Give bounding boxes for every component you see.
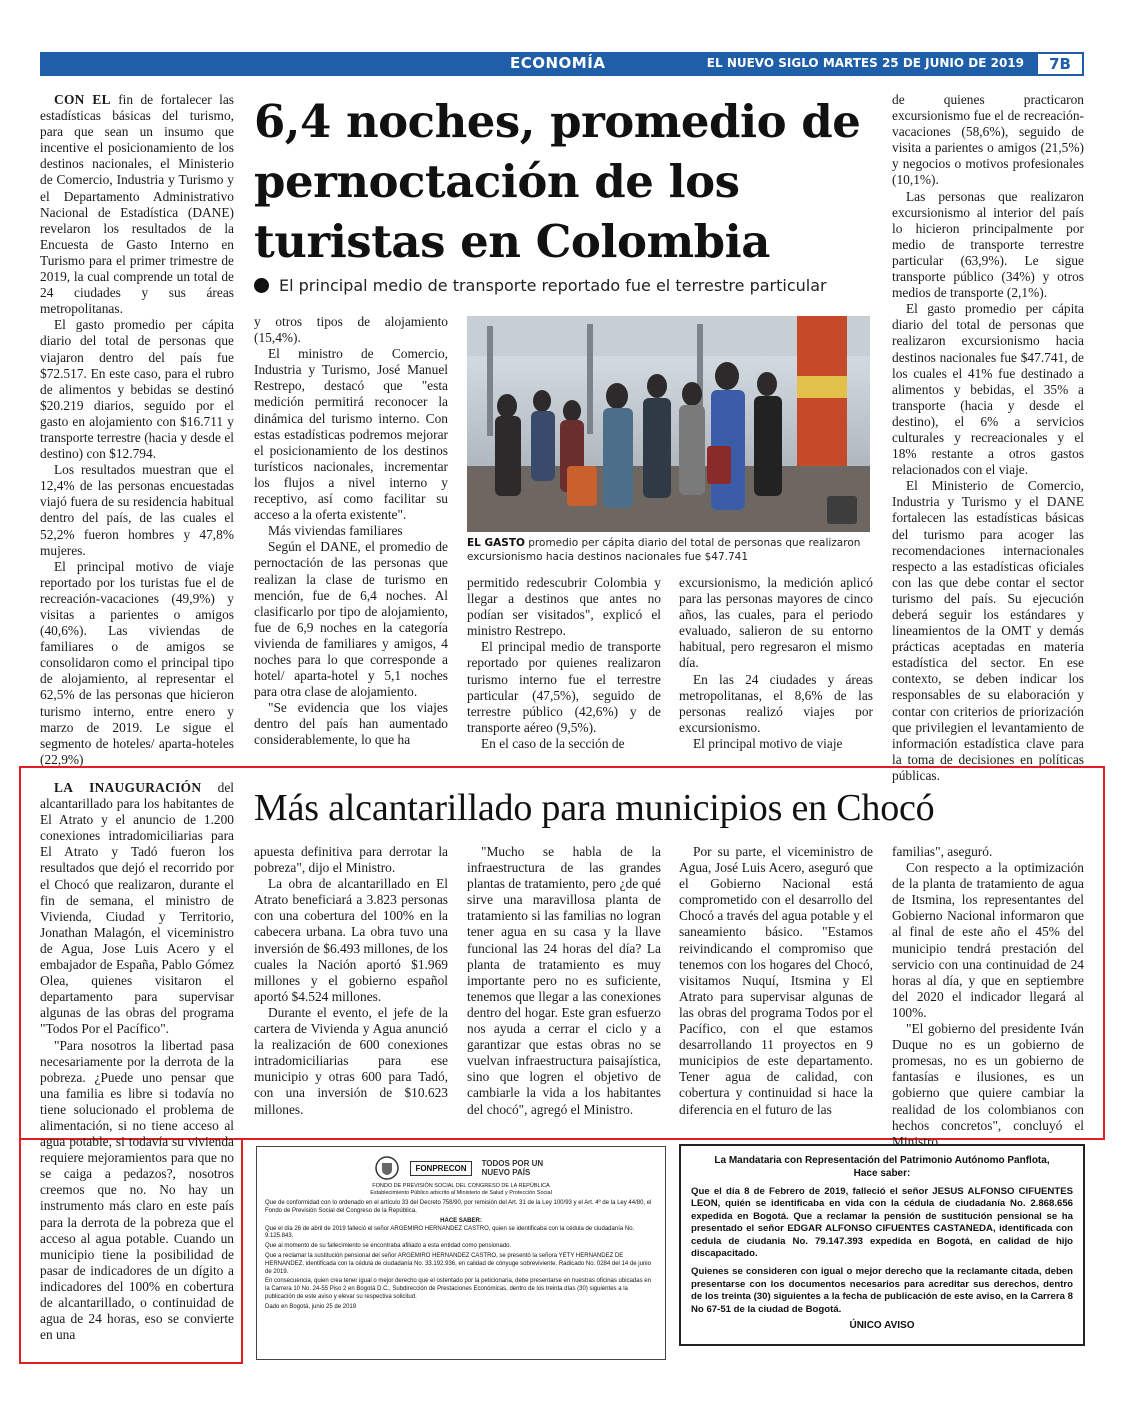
coat-of-arms-icon [374,1155,400,1181]
story1-column-1: CON EL fin de fortalecer las estadísticas básicas del turismo, para que sean un insumo que incentive el posicionamiento de los destinos nacionales, el Ministerio de Comercio, Industria y Turismo y el Departamento Administrativo Nacional de Estadística (DANE) revelaron los resultados de la Encuesta de Gasto Interno en Turismo para el primer trimestre de 2019, la cual comprende un total de 24 ciudades y sus áreas metropolitanas. El gasto promedio per cápita diario del total de personas que viajaron dentro del país fue $72.517. En este caso, para el rubro de alimentos y bebidas se destinó $20.219 diarios, seguido por el gasto en alojamiento con $16.711 y transporte terrestre (hacia y desde el destino) con $12.794. Los resultados muestran que el 12,4% de las personas encuestadas viajó fuera de su residencia habitual dentro del país, de las cuales el 52,2% fueron hombres y 47,8% mujeres. El principal motivo de viaje reportado por los turistas fue el de recreación-vacaciones (49,9%) y visitas a parientes o amigos (40,6%). Las viviendas de familiares o de amigos se consolidaron como el principal tipo de alojamiento, al representar el 62,5% de las personas que hicieron turismo interno, entre enero y marzo de 2019. Le sigue el segmento de hoteles/ aparta-hoteles (22,9%) [40,92,234,767]
notice-org-sub: Establecimiento Público adscrito al Ministerio de Salud y Protección Social [370,1190,552,1196]
story1-subhead: El principal medio de transporte reportado fue el terrestre particular [254,276,874,295]
notice-item: Que el día 26 de abril de 2019 falleció el señor ARGEMIRO HERNANDEZ CASTRO, quien se identificaba con la cédula de ciudadanía No. 9.125.843. [265,1225,635,1240]
notice-org: FONDO DE PREVISIÓN SOCIAL DEL CONGRESO DE LA REPÚBLICA [372,1183,550,1189]
fonprecon-logo: FONPRECON [410,1161,471,1176]
story2-column-5: familias", aseguró. Con respecto a la optimización de la planta de tratamiento de agua de Itsmina, los representantes del Gobierno Nacional informaron que al final de este año el 45% del municipio tendrá prestación del servicio con una continuidad de 24 horas al día, y que en septiembre del 2020 el indicador llegará al 100%. "El gobierno del presidente Iván Duque no es un gobierno de promesas, no es un gobierno de fantasías e ilusiones, es un gobierno que quiere cambiar la realidad de los colombianos con hechos concretos", concluyó el Ministro. [892,844,1084,1149]
notice-logos [265,1153,657,1183]
notice-item: En consecuencia, quien crea tener igual o mejor derecho que el ostentado por la peticionaria, debe presentarse en nuestras oficinas ubicadas en la Carrera 10 No. 24-55 Piso 2 en Bogotá D.C., Subdirección de Prestaciones Económicas, dentro de los treinta días (30) siguientes a la publicación de este aviso y elevar su respectiva solicitud. [265,1278,651,1300]
story2-column-1: LA INAUGURACIÓN del alcantarillado para los habitantes de El Atrato y el anuncio de 1.200 conexiones intradomiciliarias para El Atrato y Tadó fueron los resultados que dejó el recorrido por el Chocó que realizaron, durante el fin de semana, el ministro de Vivienda, Ciudad y Territorio, Jonathan Malagón, el viceministro de Agua, Jose Luis Acero y el embajador de España, Pablo Gómez Olea, quienes visitaron el departamento para supervisar algunas de las obras del programa "Todos Por el Pacífico". "Para nosotros la libertad pasa necesariamente por la derrota de la pobreza. ¿Puede uno pensar que una familia es libre si todavía no tiene solucionado el problema de alimentación, si no tiene acceso al agua potable, si todavía su vivienda requiere mejoramientos para que no se caiga a pedazos?, nosotros creemos que no. No hay un instrumento más claro en este país para la derrota de la pobreza que el acceso al agua potable. Cuando un municipio tiene la posibilidad de pasar de indicadores de un dígito a indicadores del 100% en cobertura de alcantarillado, o continuidad de agua de 24 horas, eso se convierte en una [40,780,234,1343]
tourists-photo [467,316,870,532]
lead-in: CON EL [54,92,111,107]
story2-headline: Más alcantarillado para municipios en Chocó [254,787,935,829]
notice-item: Que al momento de su fallecimiento se encontraba afiliado a esta entidad como pensionado. [265,1243,512,1250]
masthead-date: EL NUEVO SIGLO MARTES 25 DE JUNIO DE 2019 [706,56,1024,70]
photo-caption: EL GASTO promedio per cápita diario del total de personas que realizaron excursionismo hacia destinos nacionales fue $47.741 [467,537,861,563]
notice-intro: Que de conformidad con lo ordenado en el artículo 33 del Decreto 758/90, por remisión del Art. 31 de la Ley 100/93 y el Art. 4º de la Ley 44/80, el Fondo de Previsión Social del Congreso de la República, [265,1200,652,1214]
nuevo-pais-logo: TODOS POR UN NUEVO PAÍS [481,1159,544,1177]
legal-notice-fonprecon [256,1146,666,1360]
story1-column-3: permitido redescubrir Colombia y llegar a destinos que antes no podían ser visitados", explicó el ministro Restrepo. El principal medio de transporte reportado por quienes realizaron turismo interno fue el terrestre particular (47,5%), seguido de terrestre público (42,6%) y de transporte aéreo (9,5%). En el caso de la sección de [467,575,661,751]
notice-item: Que a reclamar la sustitución pensional del señor ARGEMIRO HERNANDEZ CASTRO, se presentó la señora YETY HERNANDEZ DE HERNANDEZ, identificada con la cédula de ciudadanía No. 33.192.936, en calidad de cónyuge sobreviviente. Radicado No. 0284 del 14 de junio de 2019. [265,1252,651,1275]
section-banner [40,52,1084,76]
lead-in: LA INAUGURACIÓN [54,780,202,795]
story1-column-2: y otros tipos de alojamiento (15,4%). El ministro de Comercio, Industria y Turismo, José Manuel Restrepo, destacó que "esta medición permitirá reconocer la dinámica del turismo interno. Con estas estadísticas podremos mejorar el posicionamiento de los destinos turísticos nacionales, incrementar los flujos a nivel interno y receptivo, así como facilitar su acceso a la oferta existente". Más viviendas familiares Según el DANE, el promedio de pernoctación de las personas que realizan la clase de turismo en mención, fue de 6,4 noches. Al clasificarlo por tipo de alojamiento, fue de 6,9 noches en la categoría vivienda de familiares y amigos, 4 noches para lo que corresponde a hotel/ aparta-hotel y 5,1 noches para otra clase de alojamiento. "Se evidencia que los viajes dentro del país han aumentado considerablemente, lo que ha [254,314,448,748]
story2-column-3: "Mucho se habla de la infraestructura de las grandes plantas de tratamiento, pero ¿de qué sirve una maravillosa planta de tratamiento si las familias no logran tener agua en su casa y la llave funcional las 24 horas del día? La planta de tratamiento es muy importante pero no es suficiente, tenemos que llegar a las conexiones dentro del hogar. Este gran esfuerzo nos ayuda a cerrar el ciclo y a garantizar que estas obras no se vuelvan infraestructura paisajística, sino que logren el objetivo de cambiarle la vida a los habitantes del chocó", agregó el Ministro. [467,844,661,1117]
story1-column-5: de quienes practicaron excursionismo fue el de recreación-vacaciones (58,6%), seguido de visita a parientes o amigos (21,5%) y negocios o motivos profesionales (10,1%). Las personas que realizaron excursionismo al interior del país lo hicieron principalmente por medio de transporte terrestre particular (63,9%). Le sigue transporte público (34%) y otros medios de transporte (2,1%). El gasto promedio per cápita diario del total de personas que realizaron excursionismo hacia destinos nacionales fue $47.741, de los cuales el 41% fue destinado a alimentos y bebidas, el 35% a transporte (hacia y desde el destino), el 6% a servicios culturales y recreacionales y el 18% restante a otros gastos relacionados con el viaje. El Ministerio de Comercio, Industria y Turismo y el DANE fortalecen las estadísticas básicas del turismo para acoger las recomendaciones internacionales respecto a las estadísticas oficiales con las que debe contar el sector turismo del país. Su ejecución deberá seguir los estándares y lineamientos de la OMT y demás prácticas aceptadas en materia estadística del sector. En ese contexto, se deben indicar los responsables de su elaboración y contar con criterios de priorización que privilegien el levantamiento de información estadística clave para la toma de decisiones en políticas públicas. [892,92,1084,783]
section-name: ECONOMÍA [510,54,606,72]
page-number: 7B [1036,52,1084,76]
bullet-icon [254,278,269,293]
legal-notice-panflota [679,1144,1085,1346]
story2-column-2: apuesta definitiva para derrotar la pobreza", dijo el Ministro. La obra de alcantarillado en El Atrato beneficiará a 3.823 personas con una cobertura del 100% en la cabecera urbana. La obra tuvo una inversión de $6.493 millones, de los cuales la Nación aportó $1.969 millones y el gobierno español aportó $4.524 millones. Durante el evento, el jefe de la cartera de Vivienda y Agua anunció la realización de 600 conexiones intradomiciliarias para ese municipio y otras 600 para Tadó, con una inversión de $10.623 millones. [254,844,448,1117]
intertitle: Más viviendas familiares [268,523,403,539]
notice2-title: La Mandataria con Representación del Patrimonio Autónomo Panflota, [714,1155,1050,1166]
story2-column-4: Por su parte, el viceministro de Agua, José Luis Acero, aseguró que el Gobierno Nacional está comprometido con el desarrollo del Chocó a través del agua potable y el saneamiento básico. "Estamos reivindicando el compromiso que tenemos con los hogares del Chocó, visitamos Nuquí, Itsmina y El Atrato para supervisar algunas de las obras del programa Todos por el Pacífico, con el que estamos desarrollando 11 proyectos en 9 municipios de este departamento. Tener agua de calidad, con cobertura y continuidad si hace la diferencia en el futuro de las [679,844,873,1117]
notice2-body: Quienes se consideren con igual o mejor derecho que la reclamante citada, deben presentarse con los documentos necesarios para acreditar sus derechos, dentro de los treinta (30) siguientes a la fecha de publicación de este aviso, en la Carrera 8 No 67-51 de la ciudad de Bogotá. [691,1266,1073,1315]
notice2-body: Que el día 8 de Febrero de 2019, falleció el señor JESUS ALFONSO CIFUENTES LEON, quién se identificaba en vida con la cédula de ciudadanía No. 2.868.656 expedida en Bogotá. Que a reclamar la pensión de sustitución pensional se ha presentado el señor EDGAR ALFONSO CIFUENTES CASTANEDA, identificada con cedula de ciudania No. 79.147.393 expedida en Bogotá, en calidad de hijo discapacitado. [691,1186,1073,1260]
notice2-footer: ÚNICO AVISO [849,1320,915,1332]
notice2-heading: Hace saber: [853,1168,911,1179]
notice-heading: HACE SABER: [440,1217,482,1224]
notice-date: Dado en Bogotá, junio 25 de 2019 [265,1303,357,1310]
story1-column-4: excursionismo, la medición aplicó para las personas mayores de cinco años, las cuales, para el periodo evaluado, salieron de su entorno habitual, pero regresaron el mismo día. En las 24 ciudades y áreas metropolitanas, el 8,6% de las personas realizó viajes por excursionismo. El principal motivo de viaje [679,575,873,751]
story1-headline: 6,4 noches, promedio de pernoctación de los turistas en Colombia [254,95,861,268]
